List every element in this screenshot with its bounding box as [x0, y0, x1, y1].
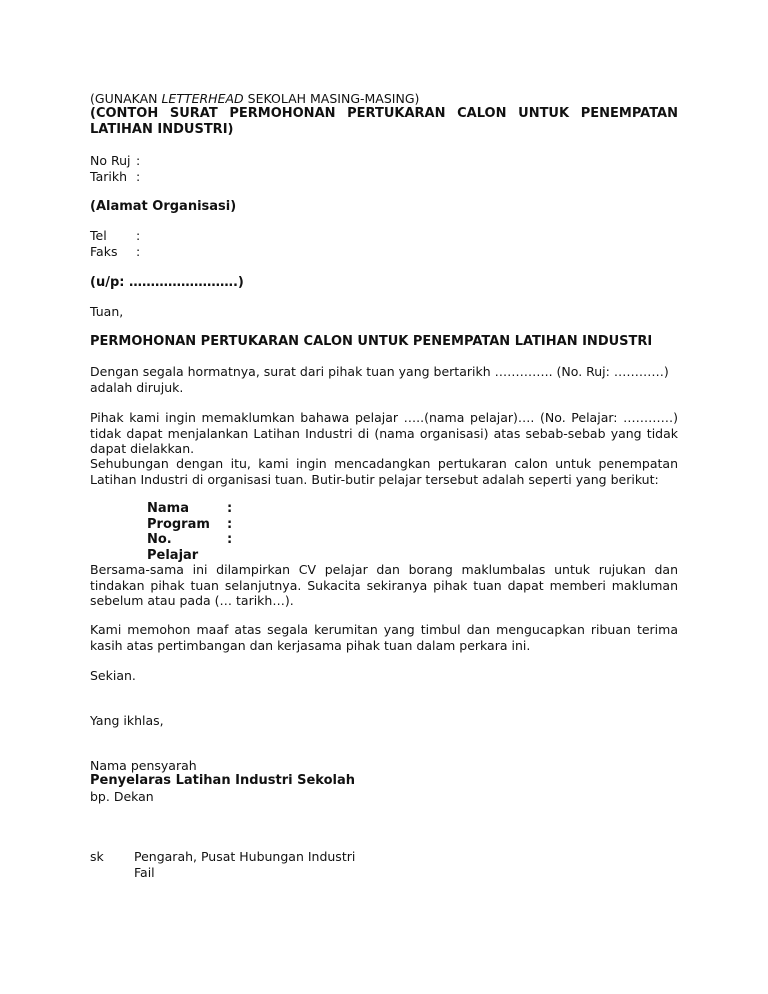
paragraph-1: Dengan segala hormatnya, surat dari pihak tuan yang bertarikh ………….. (No. Ruj: …………) adalah dirujuk. — [90, 364, 669, 395]
contact-block: Tel : Faks : — [90, 228, 141, 259]
tarikh-label: Tarikh — [90, 168, 127, 184]
attention-line: (u/p: …………………….) — [90, 275, 244, 290]
closing-yang-ikhlas: Yang ikhlas, — [90, 713, 164, 728]
salutation: Tuan, — [90, 304, 124, 319]
closing-sekian: Sekian. — [90, 668, 136, 683]
address-title: (Alamat Organisasi) — [90, 199, 237, 214]
letter-title: (CONTOH SURAT PERMOHONAN PERTUKARAN CALON UNTUK PENEMPATAN LATIHAN INDUSTRI) — [90, 106, 678, 137]
letterhead-instruction: (GUNAKAN LETTERHEAD SEKOLAH MASING-MASING) — [90, 91, 420, 106]
paragraph-3: Sehubungan dengan itu, kami ingin mencadangkan pertukaran calon untuk penempatan Latihan Industri di organisasi tuan. Butir-butir pelajar tersebut adalah seperti yang berikut: — [90, 456, 678, 487]
reference-block: No Ruj : Tarikh : — [90, 153, 141, 184]
cc-block — [90, 849, 355, 880]
paragraph-2: Pihak kami ingin memaklumkan bahawa pelajar …..(nama pelajar)…. (No. Pelajar: …………) tidak dapat menjalankan Latihan Industri di (nama organisasi) atas sebab-sebab yang tidak dapat dielakkan. — [90, 410, 678, 456]
nama-label: Nama — [147, 501, 189, 516]
signatory-bp: bp. Dekan — [90, 789, 154, 804]
cc-label: sk — [90, 849, 104, 864]
paragraph-4: Bersama-sama ini dilampirkan CV pelajar dan borang maklumbalas untuk rujukan dan tindakan pihak tuan selanjutnya. Sukacita sekiranya pihak tuan dapat memberi makluman sebelum atau pada (… tarikh…). — [90, 562, 678, 608]
paragraph-5: Kami memohon maaf atas segala kerumitan yang timbul dan mengucapkan ribuan terima kasih atas pertimbangan dan kerjasama pihak tuan dalam perkara ini. — [90, 622, 678, 653]
signatory-name: Nama pensyarah — [90, 758, 197, 773]
cc-recipient-2: Fail — [134, 864, 155, 880]
signatory-position: Penyelaras Latihan Industri Sekolah — [90, 773, 355, 788]
tel-label: Tel — [90, 228, 107, 243]
faks-label: Faks — [90, 243, 118, 259]
subject-line: PERMOHONAN PERTUKARAN CALON UNTUK PENEMPATAN LATIHAN INDUSTRI — [90, 334, 653, 349]
student-details: Nama : Program : No. Pelajar : — [147, 501, 233, 563]
letterhead-italic: LETTERHEAD — [161, 91, 244, 106]
cc-recipient-1: Pengarah, Pusat Hubungan Industri — [134, 849, 356, 864]
program-label: Program — [147, 516, 210, 532]
no-ruj-label: No Ruj — [90, 153, 131, 168]
no-pelajar-label: No. Pelajar — [147, 532, 199, 563]
